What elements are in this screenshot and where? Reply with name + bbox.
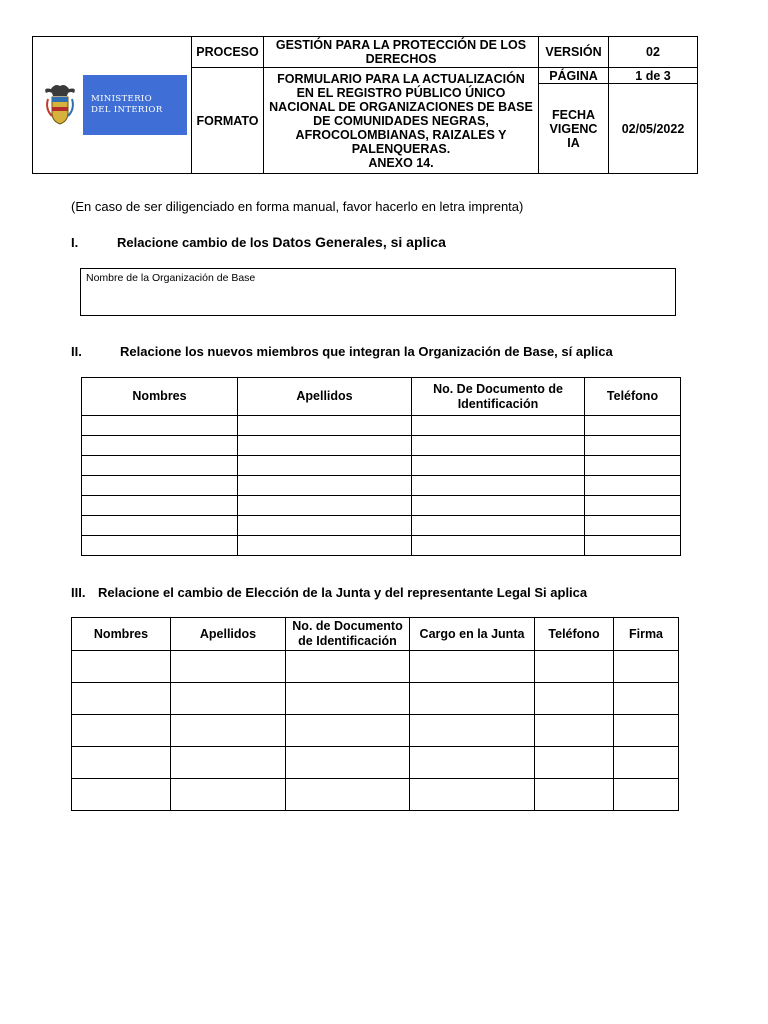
table-cell[interactable] <box>614 715 679 747</box>
table-cell[interactable] <box>410 651 535 683</box>
table-cell[interactable] <box>82 536 238 556</box>
table-cell[interactable] <box>412 416 585 436</box>
table-cell[interactable] <box>238 436 412 456</box>
table-cell[interactable] <box>171 683 286 715</box>
organization-name-field[interactable] <box>80 268 676 316</box>
col-apellidos: Apellidos <box>238 378 412 416</box>
table-cell[interactable] <box>614 683 679 715</box>
table-cell[interactable] <box>412 516 585 536</box>
table-row <box>82 436 681 456</box>
col-nombres: Nombres <box>82 378 238 416</box>
version-value: 02 <box>609 37 698 68</box>
table-cell[interactable] <box>410 779 535 811</box>
pagina-label: PÁGINA <box>539 68 609 84</box>
ministry-logo <box>37 75 187 135</box>
table-cell[interactable] <box>412 476 585 496</box>
table-cell[interactable] <box>410 683 535 715</box>
pagina-value: 1 de 3 <box>609 68 698 84</box>
table-cell[interactable] <box>72 747 171 779</box>
col-cargo: Cargo en la Junta <box>410 618 535 651</box>
table-row <box>72 683 679 715</box>
table-cell[interactable] <box>585 476 681 496</box>
table-cell[interactable] <box>614 779 679 811</box>
table-cell[interactable] <box>585 416 681 436</box>
fecha-label: FECHA VIGENCIA <box>539 84 609 174</box>
table-cell[interactable] <box>535 683 614 715</box>
table-row <box>82 456 681 476</box>
table-row <box>82 496 681 516</box>
table-cell[interactable] <box>535 715 614 747</box>
col-telefono: Teléfono <box>535 618 614 651</box>
table-cell[interactable] <box>171 747 286 779</box>
version-label: VERSIÓN <box>539 37 609 68</box>
table-cell[interactable] <box>238 536 412 556</box>
table-cell[interactable] <box>535 779 614 811</box>
table-cell[interactable] <box>171 651 286 683</box>
table-cell[interactable] <box>410 747 535 779</box>
section-2-title: II. Relacione los nuevos miembros que integran la Organización de Base, sí aplica <box>71 344 613 359</box>
table-cell[interactable] <box>286 683 410 715</box>
col-firma: Firma <box>614 618 679 651</box>
coat-of-arms-icon <box>37 75 83 135</box>
col-documento: No. De Documento de Identificación <box>412 378 585 416</box>
table-cell[interactable] <box>412 456 585 476</box>
table-cell[interactable] <box>286 651 410 683</box>
table-cell[interactable] <box>82 416 238 436</box>
table-row <box>82 536 681 556</box>
table-cell[interactable] <box>535 747 614 779</box>
ministry-logo-text: MINISTERIO DEL INTERIOR <box>91 94 163 115</box>
table-cell[interactable] <box>238 516 412 536</box>
table-cell[interactable] <box>72 715 171 747</box>
table-row <box>72 715 679 747</box>
table-cell[interactable] <box>614 747 679 779</box>
proceso-value: GESTIÓN PARA LA PROTECCIÓN DE LOS DERECHOS <box>264 37 539 68</box>
table-cell[interactable] <box>238 476 412 496</box>
section-3-title: III. Relacione el cambio de Elección de la Junta y del representante Legal Si aplica <box>71 585 588 600</box>
new-members-table <box>81 377 681 556</box>
table-cell[interactable] <box>410 715 535 747</box>
table-cell[interactable] <box>171 779 286 811</box>
junta-table <box>71 617 679 811</box>
table-cell[interactable] <box>585 536 681 556</box>
table-cell[interactable] <box>171 715 286 747</box>
table-row <box>72 651 679 683</box>
table-row <box>82 516 681 536</box>
table-cell[interactable] <box>585 436 681 456</box>
table-row <box>72 747 679 779</box>
table-cell[interactable] <box>82 476 238 496</box>
fecha-value: 02/05/2022 <box>609 84 698 174</box>
table-cell[interactable] <box>238 456 412 476</box>
table-cell[interactable] <box>82 436 238 456</box>
col-documento: No. de Documento de Identificación <box>286 618 410 651</box>
formato-label: FORMATO <box>192 68 264 174</box>
table-cell[interactable] <box>82 496 238 516</box>
table-cell[interactable] <box>585 456 681 476</box>
table-cell[interactable] <box>286 747 410 779</box>
formato-title: FORMULARIO PARA LA ACTUALIZACIÓN EN EL REGISTRO PÚBLICO ÚNICO NACIONAL DE ORGANIZACIONES DE BASE DE COMUNIDADES NEGRAS, AFROCOLOMBIANAS, RAIZALES Y PALENQUERAS. ANEXO 14. <box>264 68 539 174</box>
col-apellidos: Apellidos <box>171 618 286 651</box>
table-cell[interactable] <box>412 436 585 456</box>
table-cell[interactable] <box>238 416 412 436</box>
table-row <box>82 416 681 436</box>
table-cell[interactable] <box>585 516 681 536</box>
table-cell[interactable] <box>412 536 585 556</box>
table-cell[interactable] <box>82 456 238 476</box>
table-row <box>72 779 679 811</box>
table-cell[interactable] <box>286 715 410 747</box>
manual-fill-note: (En caso de ser diligenciado en forma manual, favor hacerlo en letra imprenta) <box>71 199 524 214</box>
logo-cell <box>33 37 192 174</box>
table-cell[interactable] <box>238 496 412 516</box>
table-cell[interactable] <box>535 651 614 683</box>
col-nombres: Nombres <box>72 618 171 651</box>
document-header <box>32 36 698 174</box>
table-row <box>82 476 681 496</box>
section-1-title: I. Relacione cambio de los Datos Generales, si aplica <box>71 234 446 250</box>
proceso-label: PROCESO <box>192 37 264 68</box>
table-cell[interactable] <box>82 516 238 536</box>
table-cell[interactable] <box>72 651 171 683</box>
table-cell[interactable] <box>286 779 410 811</box>
organization-name-label: Nombre de la Organización de Base <box>86 272 256 284</box>
table-cell[interactable] <box>614 651 679 683</box>
table-cell[interactable] <box>72 683 171 715</box>
table-cell[interactable] <box>72 779 171 811</box>
col-telefono: Teléfono <box>585 378 681 416</box>
table-cell[interactable] <box>585 496 681 516</box>
table-cell[interactable] <box>412 496 585 516</box>
